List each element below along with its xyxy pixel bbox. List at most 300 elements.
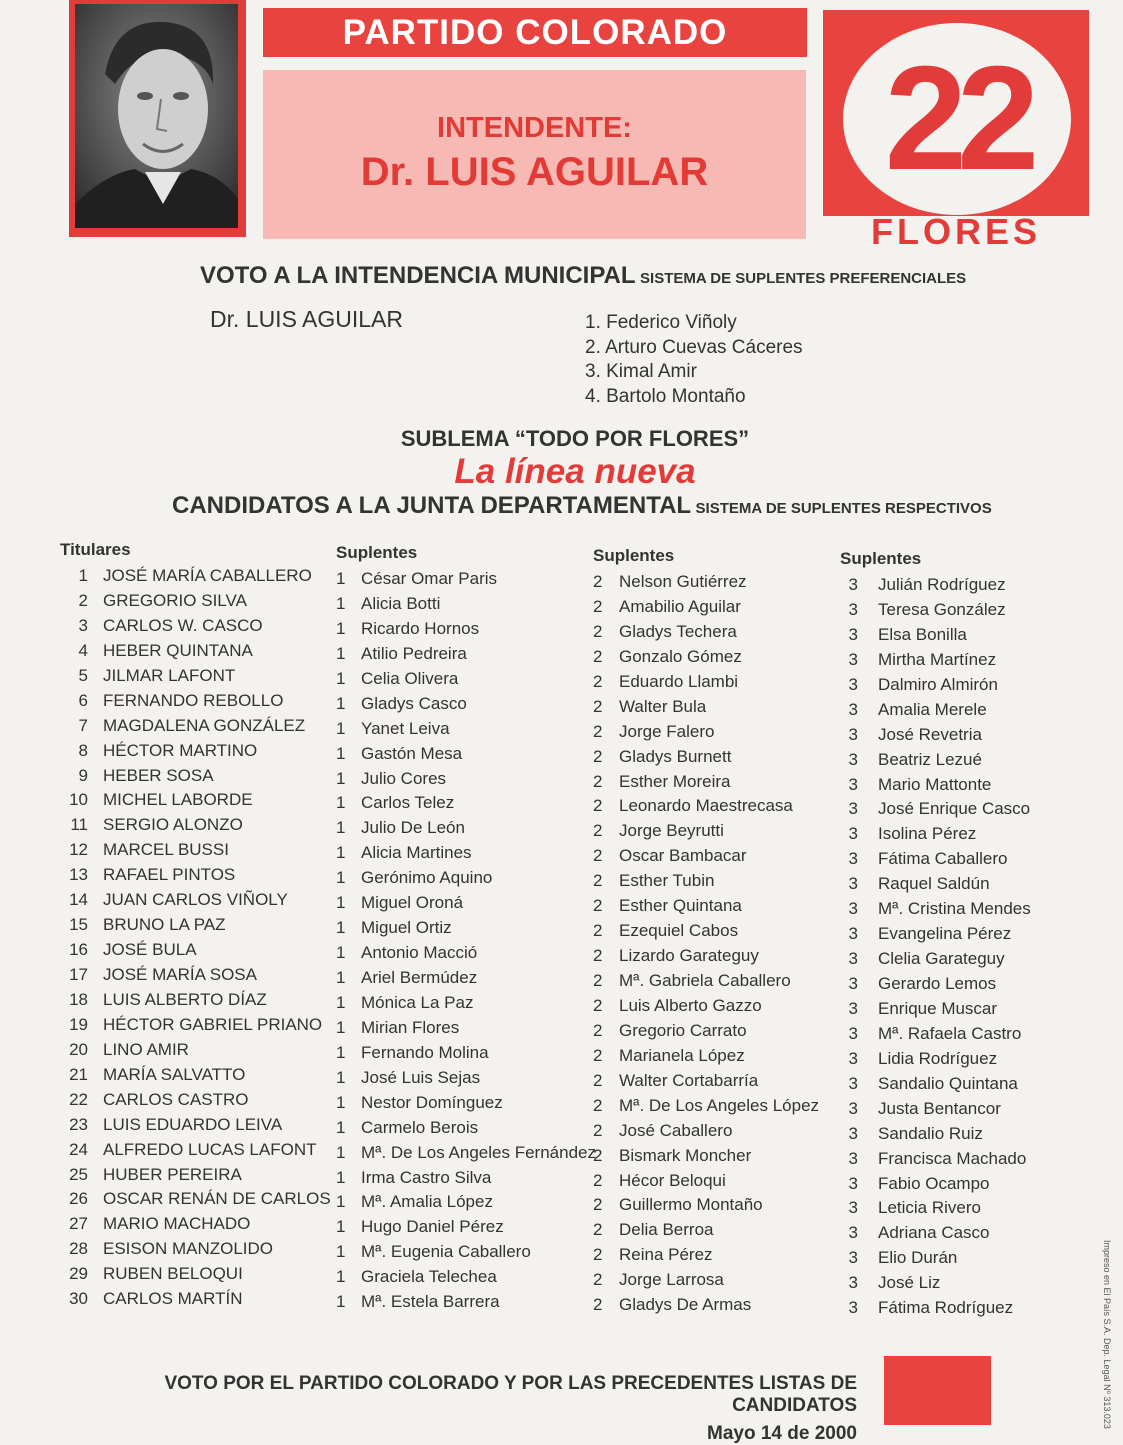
- candidate-row: [593, 1171, 819, 1196]
- candidate-number: 28: [69, 1239, 88, 1259]
- candidate-row: [840, 1049, 1031, 1074]
- candidate-row: [60, 790, 331, 815]
- candidate-row: [60, 591, 331, 616]
- candidate-number: 1: [336, 992, 346, 1012]
- candidate-number: 10: [69, 790, 88, 810]
- candidate-name: Mª. Rafaela Castro: [878, 1023, 1022, 1043]
- candidate-number: 3: [848, 874, 858, 894]
- candidate-row: [336, 1093, 596, 1118]
- candidate-name: ALFREDO LUCAS LAFONT: [103, 1139, 317, 1159]
- candidate-row: [60, 990, 331, 1015]
- candidate-row: [840, 625, 1031, 650]
- candidate-row: [60, 1090, 331, 1115]
- candidate-number: 11: [70, 815, 88, 835]
- candidate-number: 6: [78, 690, 88, 710]
- candidate-number: 2: [593, 796, 603, 816]
- candidate-number: 3: [848, 849, 858, 869]
- candidate-row: [840, 725, 1031, 750]
- candidate-number: 2: [593, 621, 603, 641]
- candidate-row: [840, 1174, 1031, 1199]
- candidate-row: [336, 843, 596, 868]
- candidate-name: Walter Cortabarría: [619, 1070, 759, 1090]
- candidate-row: [336, 569, 596, 594]
- candidate-number: 2: [593, 696, 603, 716]
- candidate-row: [593, 946, 819, 971]
- suplentes-column-2: [593, 546, 819, 1320]
- column-rows: [840, 575, 1031, 1323]
- candidate-number: 2: [593, 921, 603, 941]
- candidate-name: Teresa González: [878, 599, 1006, 619]
- candidate-row: [60, 641, 331, 666]
- candidate-name: Leonardo Maestrecasa: [619, 796, 793, 816]
- candidate-row: [840, 600, 1031, 625]
- candidate-row: [336, 868, 596, 893]
- candidate-number: 3: [848, 799, 858, 819]
- candidate-row: [60, 1239, 331, 1264]
- candidate-number: 3: [848, 749, 858, 769]
- candidate-number: 1: [336, 1117, 346, 1137]
- candidate-row: [593, 772, 819, 797]
- candidate-row: [60, 1289, 331, 1314]
- candidate-row: [593, 1146, 819, 1171]
- candidate-number: 1: [336, 569, 346, 588]
- candidate-row: [593, 821, 819, 846]
- candidate-number: 3: [848, 624, 858, 644]
- candidate-row: [60, 1140, 331, 1165]
- candidate-row: [60, 766, 331, 791]
- candidate-number: 2: [593, 1195, 603, 1215]
- candidate-name: MAGDALENA GONZÁLEZ: [103, 715, 306, 735]
- candidate-number: 8: [78, 740, 88, 760]
- candidate-row: [336, 793, 596, 818]
- junta-heading: [172, 492, 992, 520]
- candidate-name: RUBEN BELOQUI: [103, 1264, 243, 1284]
- candidate-number: 5: [78, 665, 88, 685]
- candidate-name: CARLOS W. CASCO: [103, 615, 263, 635]
- candidate-name: Gregorio Carrato: [619, 1020, 747, 1040]
- candidate-name: Mª. Cristina Mendes: [878, 899, 1031, 919]
- candidate-name: Mónica La Paz: [361, 992, 474, 1012]
- candidate-row: [840, 1223, 1031, 1248]
- candidate-name: César Omar Paris: [361, 569, 498, 588]
- footer-date: Mayo 14 de 2000: [707, 1423, 857, 1444]
- candidate-name: LUIS EDUARDO LEIVA: [103, 1114, 283, 1134]
- candidate-name: Gerónimo Aquino: [361, 868, 493, 888]
- candidate-row: [593, 597, 819, 622]
- candidate-row: [593, 672, 819, 697]
- candidate-number: 4: [78, 640, 88, 660]
- candidate-number: 1: [336, 1092, 346, 1112]
- list-number-box: [823, 10, 1089, 216]
- candidate-number: 30: [69, 1289, 88, 1309]
- candidate-name: Lidia Rodríguez: [878, 1048, 998, 1068]
- candidate-name: Ariel Bermúdez: [361, 968, 478, 987]
- candidate-name: HEBER QUINTANA: [103, 640, 253, 660]
- candidate-number: 2: [593, 1120, 603, 1140]
- candidate-name: Julio Cores: [361, 768, 447, 788]
- candidate-name: Elsa Bonilla: [878, 624, 967, 644]
- candidate-number: 3: [848, 575, 858, 594]
- candidate-number: 23: [69, 1114, 88, 1134]
- sublema-title: SUBLEMA “TODO POR FLORES”: [400, 426, 750, 451]
- candidate-row: [60, 741, 331, 766]
- candidate-number: 2: [593, 572, 603, 591]
- candidate-row: [840, 750, 1031, 775]
- intendente-box: [263, 70, 806, 239]
- candidate-name: Adriana Casco: [878, 1223, 990, 1243]
- candidate-number: 1: [336, 893, 346, 913]
- candidate-name: José Liz: [878, 1273, 941, 1293]
- candidate-row: [60, 1214, 331, 1239]
- candidate-row: [593, 1270, 819, 1295]
- candidate-number: 1: [336, 693, 346, 713]
- substitute-item: 3. Kimal Amir: [585, 361, 697, 382]
- candidate-name: Alicia Martines: [361, 843, 472, 863]
- candidate-name: CARLOS MARTÍN: [103, 1289, 243, 1309]
- candidate-row: [60, 1165, 331, 1190]
- candidate-number: 1: [336, 1217, 346, 1237]
- candidate-row: [60, 1040, 331, 1065]
- candidate-number: 2: [593, 1045, 603, 1065]
- candidate-name: Amalia Merele: [878, 699, 987, 719]
- candidate-name: Jorge Larrosa: [619, 1270, 724, 1290]
- candidate-row: [840, 1198, 1031, 1223]
- candidate-row: [840, 1024, 1031, 1049]
- candidate-number: 1: [336, 1267, 346, 1287]
- candidate-name: Esther Quintana: [619, 896, 742, 916]
- candidate-number: 26: [69, 1189, 88, 1209]
- candidate-row: [593, 1046, 819, 1071]
- candidate-number: 3: [848, 1023, 858, 1043]
- candidate-name: Bismark Moncher: [619, 1145, 752, 1165]
- candidate-name: Mª. Amalia López: [361, 1192, 493, 1212]
- candidate-number: 3: [848, 1098, 858, 1118]
- candidate-number: 3: [848, 649, 858, 669]
- candidate-name: Alicia Botti: [361, 593, 441, 613]
- candidate-name: Elio Durán: [878, 1248, 958, 1268]
- candidate-number: 1: [336, 1042, 346, 1062]
- candidate-name: Julio De León: [361, 818, 465, 838]
- candidate-name: MICHEL LABORDE: [103, 790, 253, 810]
- substitute-item: 1. Federico Viñoly: [585, 312, 737, 333]
- candidate-row: [840, 924, 1031, 949]
- candidate-name: Isolina Pérez: [878, 824, 977, 844]
- candidate-number: 3: [848, 1248, 858, 1268]
- candidate-name: Esther Moreira: [619, 771, 731, 791]
- candidate-row: [593, 697, 819, 722]
- candidate-number: 24: [69, 1139, 88, 1159]
- column-rows: [593, 572, 819, 1320]
- candidate-name: Ezequiel Cabos: [619, 921, 739, 941]
- candidate-name: JOSÉ BULA: [103, 940, 197, 960]
- candidate-row: [840, 874, 1031, 899]
- candidate-row: [336, 619, 596, 644]
- candidate-name: Jorge Falero: [619, 721, 715, 741]
- candidate-name: RAFAEL PINTOS: [103, 865, 236, 885]
- candidate-number: 7: [78, 715, 88, 735]
- candidate-number: 1: [336, 1067, 346, 1087]
- junta-title: CANDIDATOS A LA JUNTA DEPARTAMENTAL: [172, 492, 692, 519]
- candidate-row: [336, 1192, 596, 1217]
- candidate-name: Gerardo Lemos: [878, 974, 997, 993]
- column-header: Titulares: [60, 540, 131, 559]
- candidate-name: Fernando Molina: [361, 1042, 489, 1062]
- candidate-name: Oscar Bambacar: [619, 846, 747, 866]
- candidate-row: [840, 899, 1031, 924]
- candidate-number: 9: [78, 765, 88, 785]
- candidate-number: 1: [336, 1017, 346, 1037]
- candidate-number: 3: [848, 824, 858, 844]
- candidate-name: Gladys Techera: [619, 621, 737, 641]
- candidate-name: CARLOS CASTRO: [103, 1089, 249, 1109]
- candidate-name: Mª. Estela Barrera: [361, 1292, 500, 1312]
- candidate-name: Antonio Macció: [361, 943, 478, 963]
- candidate-number: 1: [336, 593, 346, 613]
- candidate-number: 1: [336, 643, 346, 663]
- candidate-name: Walter Bula: [619, 696, 707, 716]
- candidate-name: Jorge Beyrutti: [619, 821, 724, 841]
- candidate-number: 1: [336, 1167, 346, 1187]
- candidate-number: 2: [593, 1245, 603, 1265]
- footer-statement: VOTO POR EL PARTIDO COLORADO Y POR LAS PRECEDENTES LISTAS DE CANDIDATOS: [164, 1373, 857, 1416]
- candidate-name: Carlos Telez: [361, 793, 455, 813]
- candidate-name: Mª. Gabriela Caballero: [619, 971, 791, 990]
- junta-system: SISTEMA DE SUPLENTES RESPECTIVOS: [695, 500, 992, 517]
- candidate-name: Ricardo Hornos: [361, 618, 480, 638]
- candidate-number: 1: [336, 743, 346, 763]
- candidate-number: 3: [848, 699, 858, 719]
- candidate-name: Miguel Ortiz: [361, 918, 452, 938]
- candidate-number: 20: [69, 1039, 88, 1059]
- candidate-number: 2: [593, 746, 603, 766]
- candidate-row: [60, 691, 331, 716]
- candidate-number: 21: [69, 1064, 88, 1084]
- candidate-number: 16: [69, 940, 88, 960]
- candidate-row: [593, 747, 819, 772]
- candidate-name: Sandalio Ruiz: [878, 1123, 983, 1143]
- footer: [60, 1373, 857, 1445]
- candidate-photo: [75, 4, 238, 228]
- candidate-row: [60, 1115, 331, 1140]
- candidate-name: José Revetria: [878, 724, 982, 744]
- vote-mark-square: [884, 1356, 991, 1425]
- candidate-number: 12: [69, 840, 88, 860]
- candidate-name: Clelia Garateguy: [878, 949, 1005, 969]
- intendencia-title: VOTO A LA INTENDENCIA MUNICIPAL: [200, 262, 636, 289]
- candidate-name: GREGORIO SILVA: [103, 590, 247, 610]
- candidate-name: Esther Tubin: [619, 871, 715, 891]
- candidate-number: 2: [593, 671, 603, 691]
- candidate-row: [336, 918, 596, 943]
- candidate-number: 1: [336, 943, 346, 963]
- column-header: Suplentes: [840, 549, 922, 568]
- candidate-row: [840, 575, 1031, 600]
- candidate-name: Evangelina Pérez: [878, 924, 1012, 944]
- candidate-row: [593, 896, 819, 921]
- candidate-photo-frame: [69, 0, 246, 237]
- candidate-row: [60, 890, 331, 915]
- candidate-number: 3: [848, 974, 858, 993]
- candidate-number: 3: [848, 724, 858, 744]
- candidate-name: Mª. Eugenia Caballero: [361, 1242, 531, 1262]
- candidate-row: [60, 965, 331, 990]
- candidate-name: BRUNO LA PAZ: [103, 915, 226, 935]
- candidate-row: [593, 871, 819, 896]
- candidate-name: Fátima Rodríguez: [878, 1298, 1014, 1318]
- candidate-name: JILMAR LAFONT: [103, 665, 236, 685]
- candidate-name: Yanet Leiva: [361, 718, 450, 738]
- candidate-name: Julián Rodríguez: [878, 575, 1006, 594]
- candidate-number: 1: [336, 768, 346, 788]
- candidate-row: [336, 669, 596, 694]
- candidate-number: 2: [593, 1295, 603, 1315]
- candidate-row: [336, 818, 596, 843]
- candidate-row: [840, 1124, 1031, 1149]
- candidate-row: [840, 1273, 1031, 1298]
- candidate-row: [593, 1071, 819, 1096]
- candidate-number: 18: [69, 989, 88, 1009]
- candidate-name: Hécor Beloqui: [619, 1170, 726, 1190]
- candidate-name: Mª. De Los Angeles Fernández: [361, 1142, 596, 1162]
- candidate-name: Amabilio Aguilar: [619, 596, 741, 616]
- candidate-name: Sandalio Quintana: [878, 1073, 1018, 1093]
- candidate-number: 29: [69, 1264, 88, 1284]
- party-banner: PARTIDO COLORADO: [263, 8, 807, 57]
- candidate-number: 19: [69, 1014, 88, 1034]
- candidate-name: MARCEL BUSSI: [103, 840, 229, 860]
- candidate-number: 14: [69, 890, 88, 910]
- preferential-substitutes-list: [585, 311, 803, 409]
- intendente-label: INTENDENTE:: [437, 112, 632, 144]
- candidate-number: 1: [336, 1292, 346, 1312]
- candidate-name: OSCAR RENÁN DE CARLOS: [103, 1189, 331, 1209]
- candidate-row: [840, 675, 1031, 700]
- candidate-number: 3: [848, 1173, 858, 1193]
- candidate-row: [60, 616, 331, 641]
- candidate-name: MARÍA SALVATTO: [103, 1064, 246, 1084]
- candidate-number: 2: [593, 1095, 603, 1115]
- candidate-row: [840, 1248, 1031, 1273]
- candidate-name: Luis Alberto Gazzo: [619, 995, 762, 1015]
- candidate-number: 27: [69, 1214, 88, 1234]
- imprint-note: Impreso en El País S.A. Dep. Legal Nº 313.023: [1102, 1240, 1112, 1429]
- candidate-number: 2: [78, 590, 88, 610]
- column-rows: [336, 569, 596, 1317]
- candidate-number: 1: [336, 868, 346, 888]
- intendencia-candidate: Dr. LUIS AGUILAR: [210, 306, 404, 332]
- candidate-name: Delia Berroa: [619, 1220, 714, 1240]
- candidate-row: [593, 572, 819, 597]
- candidate-row: [840, 999, 1031, 1024]
- candidate-row: [60, 566, 331, 591]
- candidate-row: [840, 949, 1031, 974]
- suplentes-column-1: [336, 543, 596, 1317]
- candidate-name: Nelson Gutiérrez: [619, 572, 747, 591]
- candidate-number: 1: [336, 918, 346, 938]
- candidate-number: 3: [848, 1223, 858, 1243]
- candidate-row: [336, 1118, 596, 1143]
- candidate-row: [60, 940, 331, 965]
- column-header: Suplentes: [336, 543, 418, 562]
- candidate-row: [336, 1143, 596, 1168]
- candidate-number: 1: [336, 1142, 346, 1162]
- candidate-number: 3: [848, 1048, 858, 1068]
- candidate-row: [336, 1292, 596, 1317]
- candidate-number: 2: [593, 1270, 603, 1290]
- candidate-number: 3: [848, 924, 858, 944]
- candidate-number: 1: [336, 668, 346, 688]
- candidate-number: 3: [848, 1298, 858, 1318]
- candidate-number: 2: [593, 646, 603, 666]
- candidate-name: Reina Pérez: [619, 1245, 713, 1265]
- candidate-row: [593, 647, 819, 672]
- candidate-number: 2: [593, 971, 603, 990]
- candidate-row: [336, 744, 596, 769]
- candidate-row: [60, 716, 331, 741]
- candidate-name: Atilio Pedreira: [361, 643, 467, 663]
- candidate-name: Raquel Saldún: [878, 874, 990, 894]
- candidate-name: LINO AMIR: [103, 1039, 189, 1059]
- candidate-row: [840, 824, 1031, 849]
- candidate-row: [593, 996, 819, 1021]
- candidate-row: [60, 1015, 331, 1040]
- candidate-row: [593, 1121, 819, 1146]
- candidate-number: 3: [848, 899, 858, 919]
- column-header: Suplentes: [593, 546, 675, 565]
- candidate-row: [336, 1242, 596, 1267]
- candidate-row: [593, 1245, 819, 1270]
- suplentes-column-3: [840, 549, 1031, 1323]
- candidate-name: JOSÉ MARÍA SOSA: [103, 965, 257, 984]
- candidate-number: 2: [593, 596, 603, 616]
- candidate-name: MARIO MACHADO: [103, 1214, 251, 1234]
- candidate-name: HÉCTOR MARTINO: [103, 740, 258, 760]
- candidate-number: 1: [336, 793, 346, 813]
- candidate-row: [60, 1189, 331, 1214]
- candidate-number: 3: [848, 1073, 858, 1093]
- candidate-name: Mario Mattonte: [878, 774, 992, 794]
- candidate-row: [60, 840, 331, 865]
- candidate-row: [336, 1168, 596, 1193]
- candidate-name: HUBER PEREIRA: [103, 1164, 242, 1184]
- candidate-number: 25: [69, 1164, 88, 1184]
- candidate-row: [593, 846, 819, 871]
- candidate-row: [336, 1018, 596, 1043]
- candidate-name: HÉCTOR GABRIEL PRIANO: [103, 1014, 323, 1034]
- candidate-name: Mirtha Martínez: [878, 649, 997, 669]
- substitute-item: 2. Arturo Cuevas Cáceres: [585, 336, 803, 358]
- candidate-name: Gastón Mesa: [361, 743, 463, 763]
- candidate-name: Gladys Casco: [361, 693, 467, 713]
- candidate-row: [336, 644, 596, 669]
- candidate-name: Gladys Burnett: [619, 746, 732, 766]
- candidate-number: 17: [69, 965, 88, 984]
- candidate-row: [593, 971, 819, 996]
- candidate-name: JUAN CARLOS VIÑOLY: [103, 890, 288, 910]
- candidate-name: Fabio Ocampo: [878, 1173, 990, 1193]
- candidate-row: [336, 594, 596, 619]
- candidate-number: 1: [336, 718, 346, 738]
- candidate-number: 2: [593, 1220, 603, 1240]
- candidate-row: [60, 865, 331, 890]
- candidate-number: 2: [593, 1170, 603, 1190]
- candidate-number: 22: [69, 1089, 88, 1109]
- candidate-row: [593, 796, 819, 821]
- candidate-name: LUIS ALBERTO DÍAZ: [103, 989, 267, 1009]
- candidate-row: [336, 719, 596, 744]
- candidate-name: José Enrique Casco: [878, 799, 1031, 819]
- candidate-number: 1: [336, 1192, 346, 1212]
